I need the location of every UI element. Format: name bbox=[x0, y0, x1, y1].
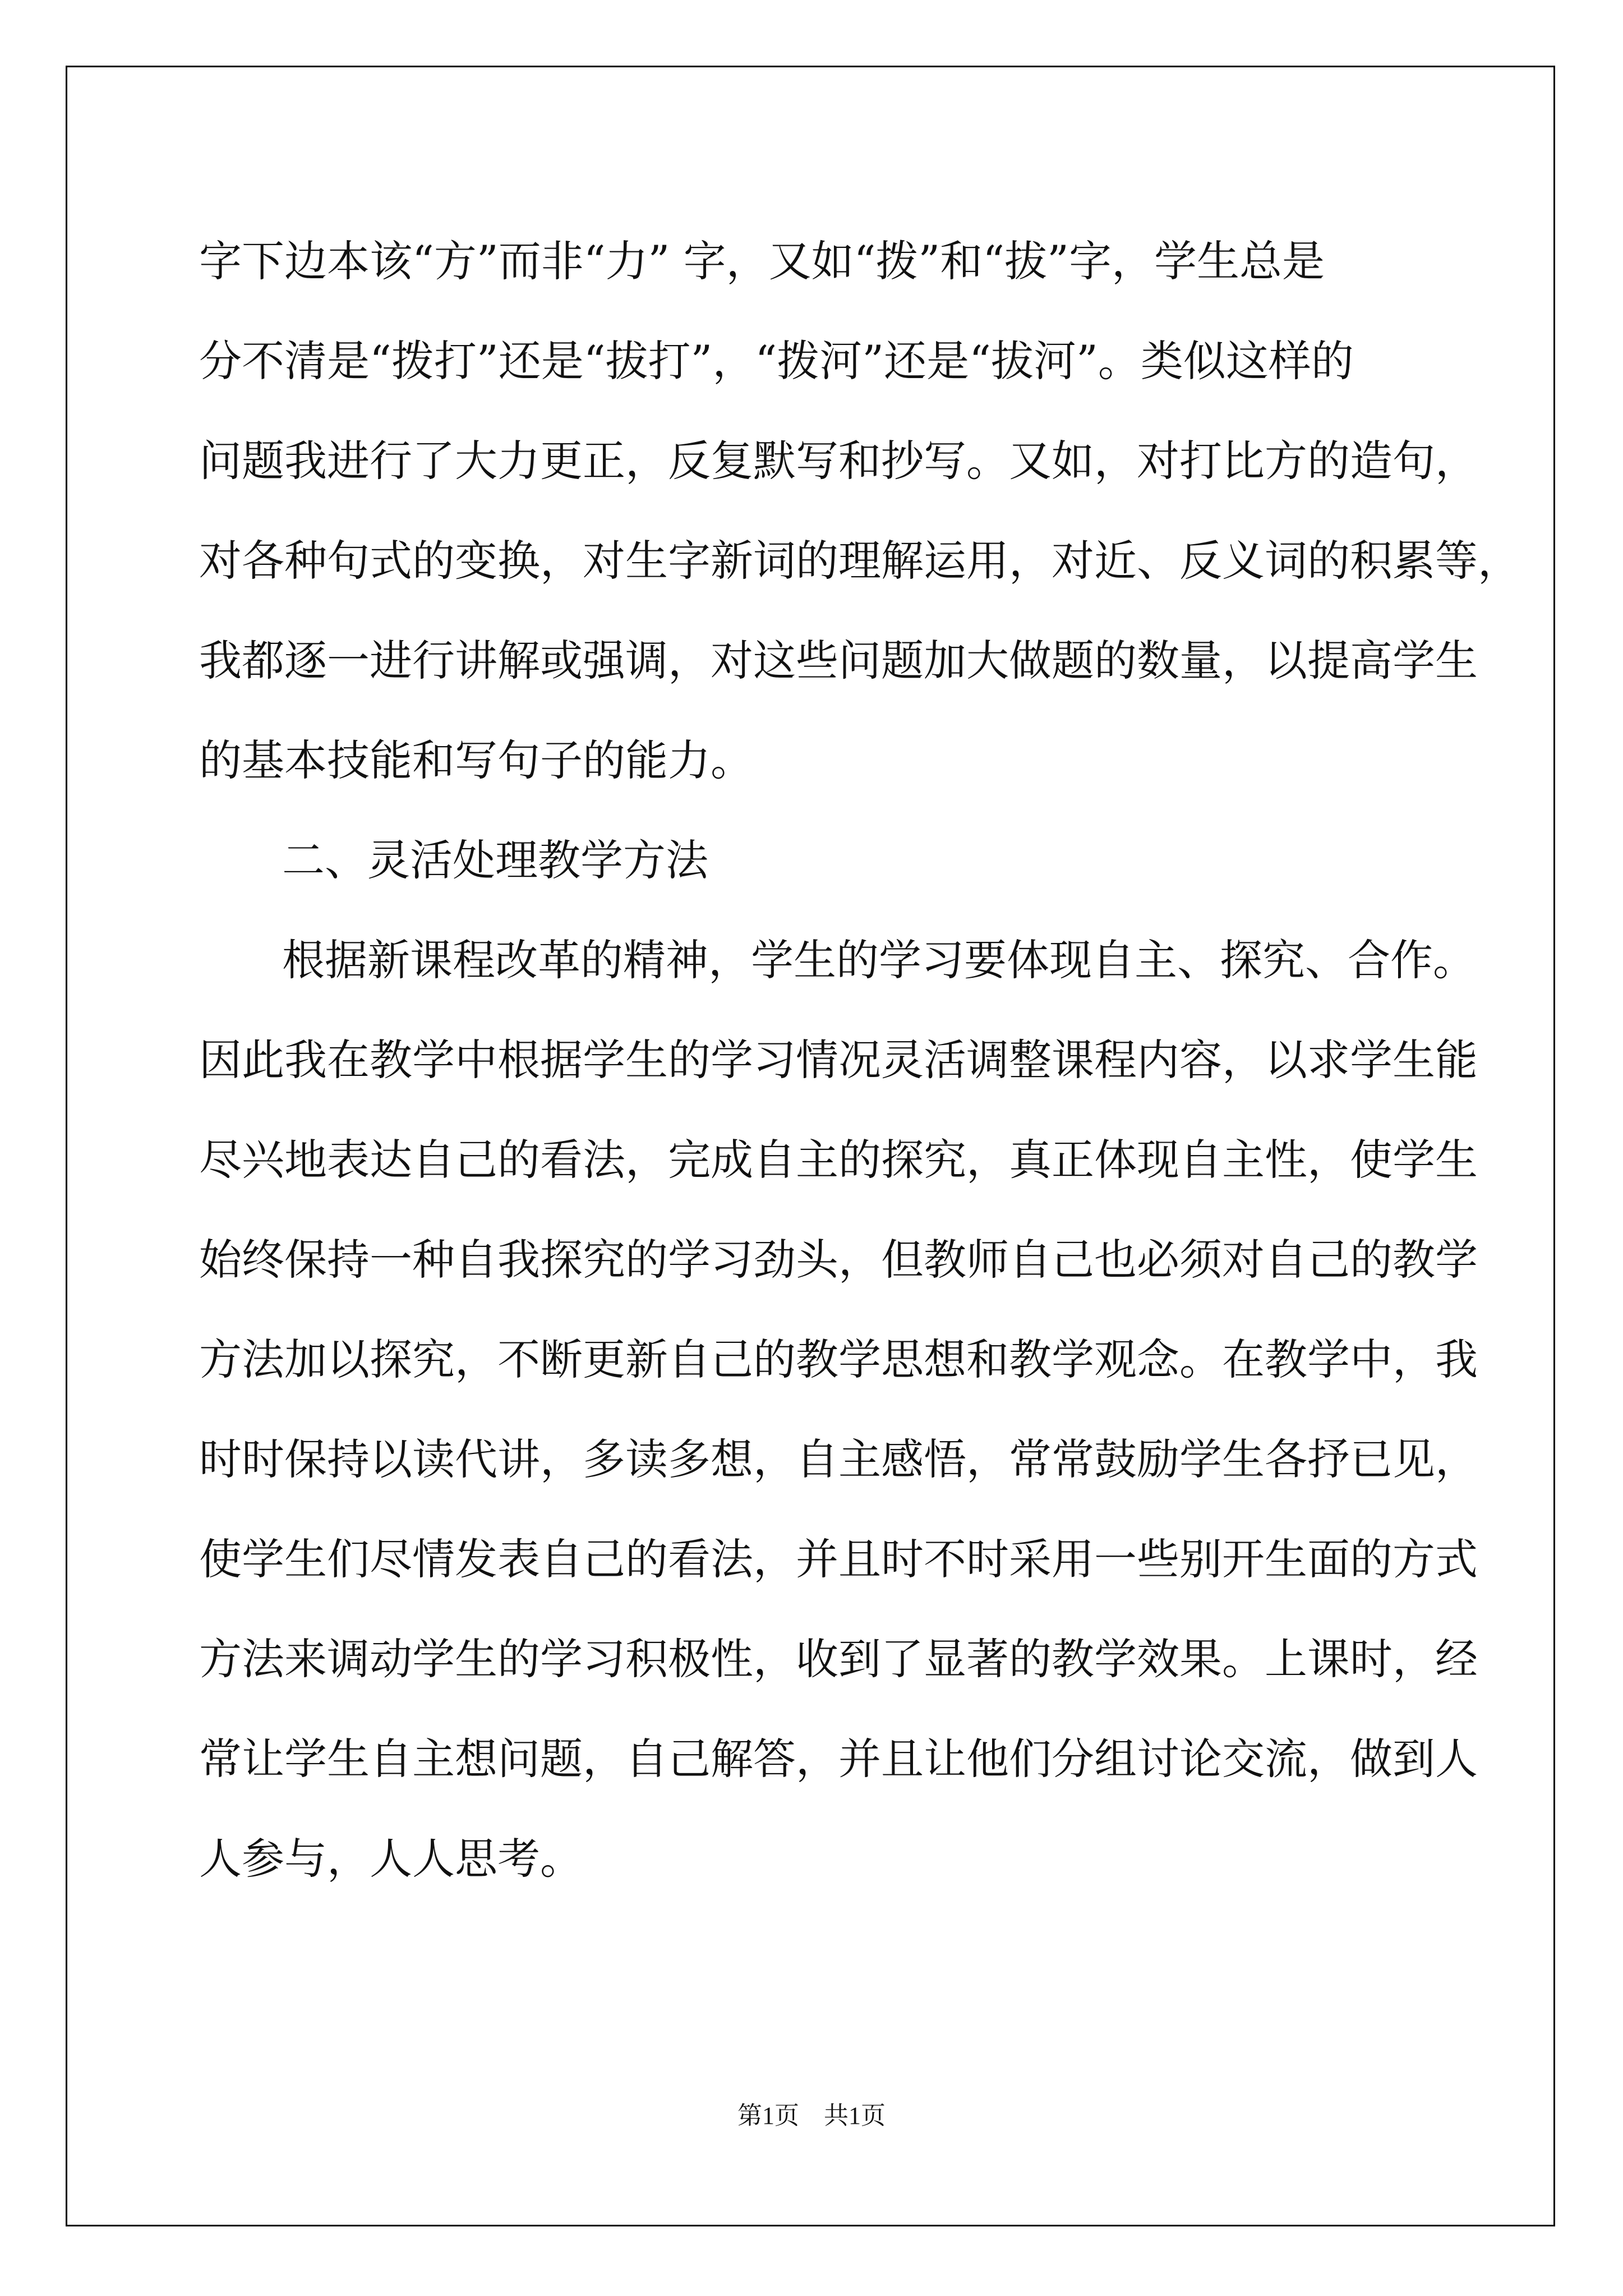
text-line: 人参与，人人思考。 bbox=[199, 1833, 583, 1884]
section-heading: 二、灵活处理教学方法 bbox=[282, 835, 708, 885]
text-line: 始终保持一种自我探究的学习劲头，但教师自己也必须对自己的教学 bbox=[199, 1234, 1478, 1285]
text-line: 尽兴地表达自己的看法，完成自主的探究，真正体现自主性，使学生 bbox=[199, 1134, 1478, 1185]
text-line: 字下边本该“方”而非“力” 字，又如“拨”和“拔”字，学生总是 bbox=[199, 236, 1325, 286]
text-line: 使学生们尽情发表自己的看法，并且时不时采用一些别开生面的方式 bbox=[199, 1534, 1478, 1584]
page-footer: 第1页 共1页 bbox=[737, 2102, 886, 2129]
text-line: 分不清是“拨打”还是“拔打”，“拨河”还是“拔河”。类似这样的 bbox=[199, 335, 1354, 386]
text-line: 常让学生自主想问题，自己解答，并且让他们分组讨论交流，做到人 bbox=[199, 1733, 1478, 1784]
text-line: 因此我在教学中根据学生的学习情况灵活调整课程内容，以求学生能 bbox=[199, 1034, 1478, 1085]
text-line: 时时保持以读代讲，多读多想，自主感悟，常常鼓励学生各抒已见， bbox=[199, 1434, 1478, 1484]
text-line: 我都逐一进行讲解或强调，对这些问题加大做题的数量，以提高学生 bbox=[199, 635, 1478, 685]
text-line: 的基本技能和写句子的能力。 bbox=[199, 735, 753, 785]
text-line: 对各种句式的变换，对生字新词的理解运用，对近、反义词的积累等， bbox=[199, 535, 1520, 586]
paragraph-first-line: 根据新课程改革的精神，学生的学习要体现自主、探究、合作。 bbox=[282, 935, 1476, 985]
text-line: 方法来调动学生的学习积极性，收到了显著的教学效果。上课时，经 bbox=[199, 1634, 1478, 1684]
text-line: 问题我进行了大力更正，反复默写和抄写。又如，对打比方的造句， bbox=[199, 435, 1478, 486]
document-body bbox=[199, 208, 1520, 1905]
text-line: 方法加以探究，不断更新自己的教学思想和教学观念。在教学中，我 bbox=[199, 1334, 1478, 1384]
